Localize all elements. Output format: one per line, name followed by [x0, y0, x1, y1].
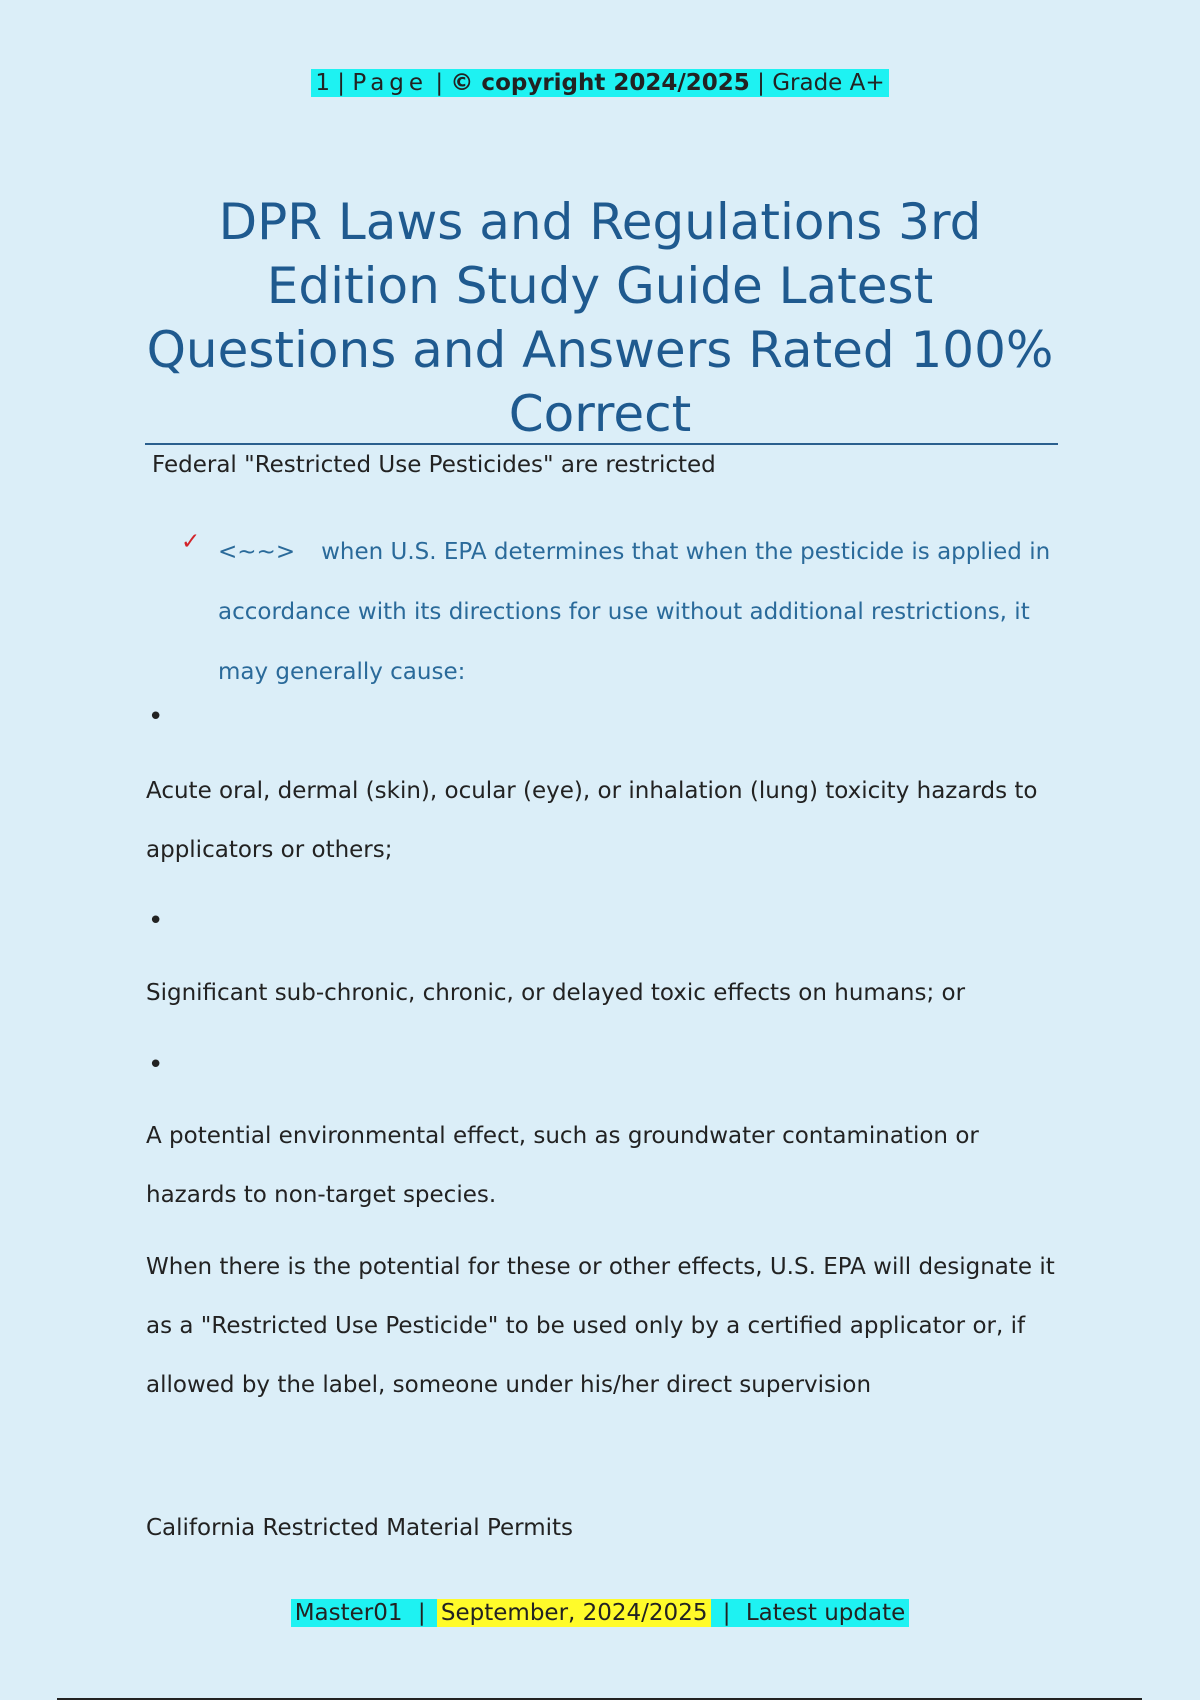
document-title: DPR Laws and Regulations 3rd Edition Study Guide Latest Questions and Answers Rated 100% Correct — [146, 193, 1054, 443]
bullet-item: Acute oral, dermal (skin), ocular (eye), or inhalation (lung) toxicity hazards to applicators or others; — [146, 778, 1038, 863]
question-1: Federal "Restricted Use Pesticides" are restricted — [152, 452, 716, 478]
footer-author: Master01 — [291, 1599, 407, 1627]
page-label: Page — [352, 70, 429, 96]
page-number: 1 — [315, 70, 330, 96]
bullet-item: A potential environmental effect, such as groundwater contamination or hazards to non-target species. — [146, 1123, 979, 1208]
separator: | — [749, 70, 773, 96]
bullet-icon: • — [148, 906, 164, 936]
footer-update: Latest update — [742, 1599, 909, 1627]
page-header — [0, 70, 1200, 96]
separator: | — [711, 1599, 741, 1627]
separator: | — [428, 70, 451, 96]
copyright-text: © copyright 2024/2025 — [450, 70, 750, 96]
separator: | — [329, 70, 353, 96]
separator: | — [407, 1599, 437, 1627]
page-footer — [0, 1600, 1200, 1626]
answer-text: when U.S. EPA determines that when the pesticide is applied in accordance with its directions for use without additional restrictions, it may generally cause: — [218, 539, 1051, 685]
closing-paragraph: When there is the potential for these or other effects, U.S. EPA will designate it as a "Restricted Use Pesticide" to be used only by a certified applicator or, if allowed by the label, someone under his/her direct supervision — [146, 1254, 1055, 1398]
footer-date: September, 2024/2025 — [437, 1599, 712, 1627]
bullet-icon: • — [148, 1050, 164, 1080]
grade-text: Grade A+ — [772, 70, 885, 96]
bullet-item: Significant sub-chronic, chronic, or delayed toxic effects on humans; or — [146, 980, 966, 1006]
answer-arrow: <~~> — [218, 539, 296, 565]
check-icon: ✓ — [181, 529, 201, 555]
bullet-icon: • — [148, 702, 164, 732]
question-2: California Restricted Material Permits — [146, 1515, 573, 1541]
title-divider — [145, 443, 1058, 445]
header-highlight — [311, 69, 888, 97]
answer-1 — [218, 522, 1058, 702]
